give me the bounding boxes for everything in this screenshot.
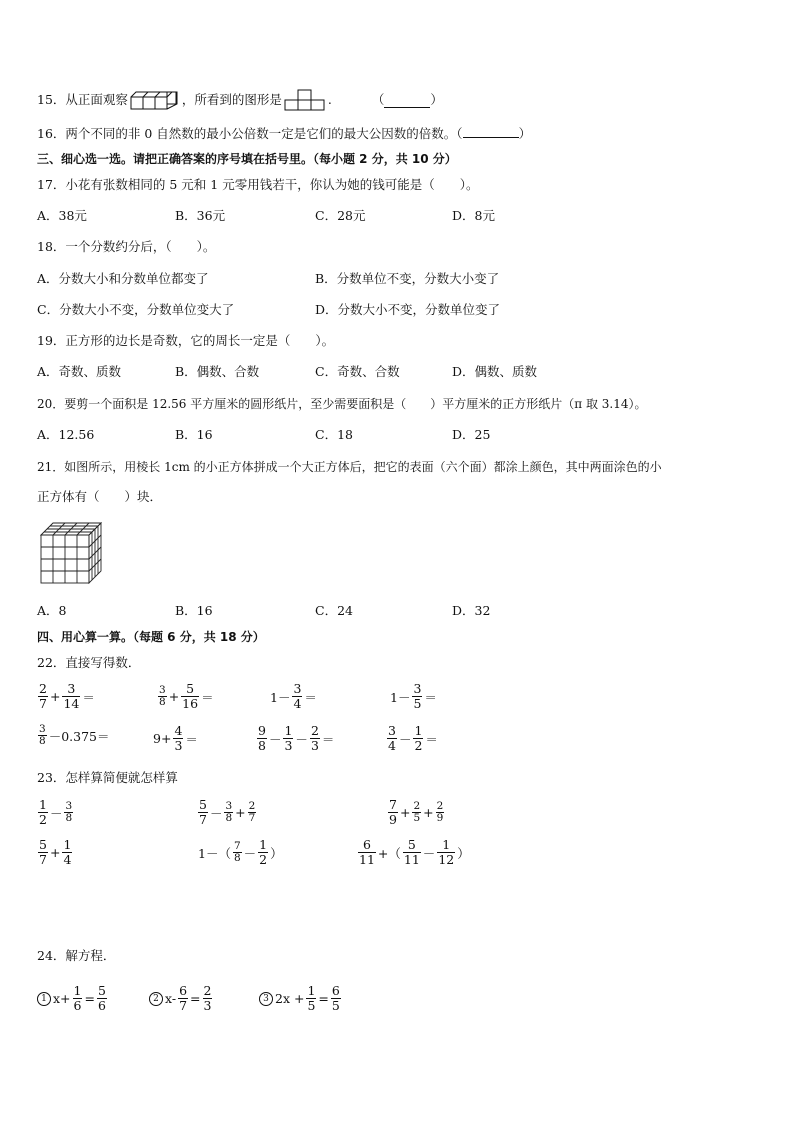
q20-option-d[interactable]: D．25	[452, 427, 491, 442]
q22-expression-1: $\frac{2}{7}$ + $\frac{3}{14}$ ＝	[39, 681, 95, 711]
q23-expression-2: $\frac{5}{7}$ － $\frac{3}{8}$ + $\frac{2}{7}$	[199, 797, 256, 827]
q24-equation-1: 1 x+ $\frac{1}{6}$ = $\frac{5}{6}$	[37, 984, 108, 1013]
q21-option-d[interactable]: D．32	[452, 603, 491, 618]
question-19: 19．正方形的边长是奇数，它的周长一定是（ ）。	[37, 333, 335, 348]
question-21-line-1: 21．如图所示，用棱长 1cm 的小正方体拼成一个大正方体后，把它的表面（六个面）都涂上颜色，其中两面涂色的小	[37, 460, 662, 474]
q18-option-a[interactable]: A．分数大小和分数单位都变了	[37, 271, 209, 286]
q19-option-b[interactable]: B．偶数、合数	[175, 364, 260, 379]
q20-option-a[interactable]: A．12.56	[37, 427, 95, 442]
q23-expression-4: $\frac{5}{7}$ + $\frac{1}{4}$	[39, 837, 72, 867]
circled-number-3: 3	[259, 992, 273, 1006]
q22-expression-4: 1－ $\frac{3}{5}$ ＝	[390, 681, 437, 711]
q23-expression-1: $\frac{1}{2}$ － $\frac{3}{8}$	[39, 797, 73, 827]
q17-option-c[interactable]: C．28元	[315, 208, 366, 223]
section-4-heading: 四、用心算一算。（每题 6 分，共 18 分）	[37, 630, 265, 644]
q22-expression-6: 9+ $\frac{4}{3}$ ＝	[153, 723, 198, 753]
q23-expression-6: $\frac{6}{11}$ +（ $\frac{5}{11}$ － $\frac{1}{12}$ ）	[359, 837, 470, 867]
q21-option-a[interactable]: A．8	[37, 603, 67, 618]
q18-option-c[interactable]: C．分数大小不变，分数单位变大了	[37, 302, 235, 317]
q16-text: 16．两个不同的非 0 自然数的最小公倍数一定是它们的最大公因数的倍数。（	[37, 126, 463, 141]
q19-option-d[interactable]: D．偶数、质数	[452, 364, 538, 379]
question-16	[37, 125, 531, 142]
q20-option-c[interactable]: C．18	[315, 427, 353, 442]
question-23-title: 23．怎样算简便就怎样算	[37, 770, 178, 785]
question-17: 17．小花有张数相同的 5 元和 1 元零用钱若干，你认为她的钱可能是（ ）。	[37, 177, 479, 192]
q23-expression-3: $\frac{7}{9}$ + $\frac{2}{5}$ + $\frac{2}{9}$	[389, 797, 444, 827]
q22-expression-8: $\frac{3}{4}$ － $\frac{1}{2}$ ＝	[388, 723, 438, 753]
q15-middle: ，所看到的图形是	[181, 92, 282, 107]
question-20: 20．要剪一个面积是 12.56 平方厘米的圆形纸片，至少需要面积是（ ）平方厘米的正方形纸片（π 取 3.14）。	[37, 397, 647, 411]
q18-option-d[interactable]: D．分数大小不变，分数单位变了	[315, 302, 501, 317]
question-18: 18．一个分数约分后，（ ）。	[37, 239, 216, 254]
question-15	[37, 89, 443, 111]
q22-expression-3: 1－ $\frac{3}{4}$ ＝	[270, 681, 317, 711]
q15-paren-right: ）	[430, 92, 443, 107]
section-3-heading: 三、细心选一选。请把正确答案的序号填在括号里。（每小题 2 分，共 10 分）	[37, 152, 457, 166]
q21-option-c[interactable]: C．24	[315, 603, 353, 618]
q17-option-b[interactable]: B．36元	[175, 208, 226, 223]
front-view-result-figure	[284, 89, 326, 111]
q16-paren-right: ）	[518, 126, 532, 141]
q15-answer-blank[interactable]	[384, 93, 430, 108]
question-24-title: 24．解方程．	[37, 948, 116, 963]
question-21-line-2: 正方体有（ ）块．	[37, 489, 163, 504]
q24-equation-2: 2 x- $\frac{6}{7}$ = $\frac{2}{3}$	[149, 984, 213, 1013]
q19-option-c[interactable]: C．奇数、合数	[315, 364, 400, 379]
q17-option-d[interactable]: D．8元	[452, 208, 495, 223]
q19-option-a[interactable]: A．奇数、质数	[37, 364, 122, 379]
question-22-title: 22．直接写得数．	[37, 655, 141, 670]
q17-option-a[interactable]: A．38元	[37, 208, 87, 223]
q24-equation-3: 3 2x + $\frac{1}{5}$ = $\frac{6}{5}$	[259, 984, 342, 1013]
circled-number-1: 1	[37, 992, 51, 1006]
q22-expression-5: $\frac{3}{8}$ －0.375＝	[39, 723, 110, 747]
q21-option-b[interactable]: B．16	[175, 603, 213, 618]
q22-expression-7: $\frac{9}{8}$ － $\frac{1}{3}$ － $\frac{2}{3}$ ＝	[258, 723, 335, 753]
q15-paren-left: （	[371, 92, 385, 107]
q23-expression-5: 1－（ $\frac{7}{8}$ － $\frac{1}{2}$ ）	[198, 837, 283, 867]
circled-number-2: 2	[149, 992, 163, 1006]
q18-option-b[interactable]: B．分数单位不变，分数大小变了	[315, 271, 500, 286]
q16-answer-blank[interactable]	[463, 125, 519, 138]
q20-option-b[interactable]: B．16	[175, 427, 213, 442]
front-view-solid-figure	[130, 90, 180, 110]
q22-expression-2: $\frac{3}{8}$ + $\frac{5}{16}$ ＝	[159, 681, 214, 711]
q15-prefix: 15．从正面观察	[37, 92, 128, 107]
q15-dot: .	[327, 92, 332, 107]
large-cube-figure	[40, 522, 102, 584]
